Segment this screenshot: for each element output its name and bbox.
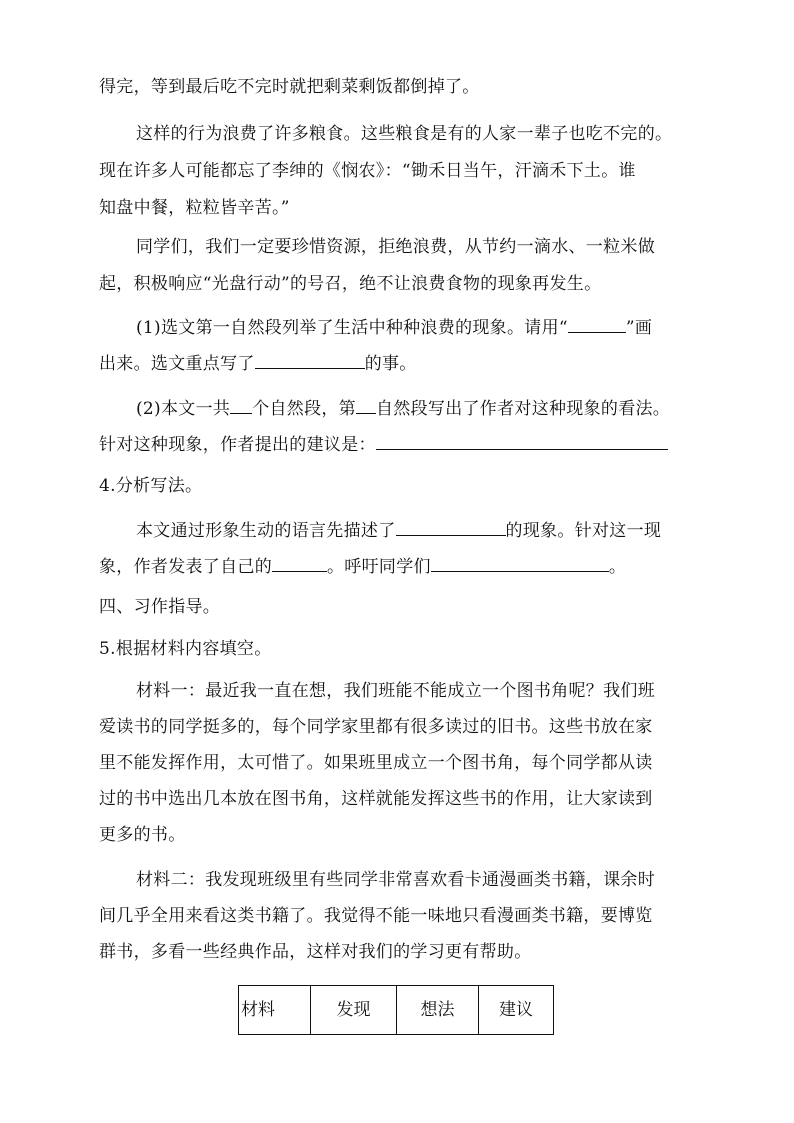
passage-line: 同学们，我们一定要珍惜资源，拒绝浪费，从节约一滴水、一粒米做 xyxy=(136,237,655,257)
material-2-line: 间几乎全用来看这类书籍了。我觉得不能一味地只看漫画类书籍，要博览 xyxy=(99,906,653,926)
question-4-line xyxy=(136,519,661,541)
material-1-line: 过的书中选出几本放在图书角，这样就能发挥这些书的作用，让大家读到 xyxy=(99,789,653,809)
table-header-cell xyxy=(397,986,479,1035)
answer-blank[interactable] xyxy=(356,397,376,414)
answer-blank[interactable] xyxy=(396,519,506,536)
table-header-label: 材料 xyxy=(241,1000,275,1020)
answer-blank[interactable] xyxy=(255,352,365,369)
question-1-text: 的事。 xyxy=(364,354,417,374)
table-header-cell xyxy=(479,986,554,1035)
passage-line: 起，积极响应“光盘行动”的号召，绝不让浪费食物的现象再发生。 xyxy=(99,274,602,294)
table-header-row xyxy=(239,986,554,1035)
material-1-line: 材料一：最近我一直在想，我们班能不能成立一个图书角呢？我们班 xyxy=(136,681,655,701)
passage-line: 知盘中餐，粒粒皆辛苦。” xyxy=(99,198,290,218)
question-4-title: 4.分析写法。 xyxy=(99,476,203,496)
question-2-text: 个自然段，第 xyxy=(252,399,356,419)
passage-line: 得完，等到最后吃不完时就把剩菜剩饭都倒掉了。 xyxy=(99,77,480,97)
question-4-text: 。呼吁同学们 xyxy=(327,557,431,577)
answer-table xyxy=(238,985,554,1035)
table-header-label: 建议 xyxy=(499,1000,533,1020)
question-1-text: 出来。选文重点写了 xyxy=(99,354,255,374)
material-1-line: 爱读书的同学挺多的，每个同学家里都有很多读过的旧书。这些书放在家 xyxy=(99,717,653,737)
question-1-text: (1)选文第一自然段列举了生活中种种浪费的现象。请用“ xyxy=(136,318,568,338)
table-header-label: 想法 xyxy=(420,1000,455,1020)
answer-blank[interactable] xyxy=(272,555,327,572)
question-2-text: 自然段写出了作者对这种现象的看法。 xyxy=(376,399,671,419)
table-header-cell xyxy=(239,986,311,1035)
answer-blank[interactable] xyxy=(431,555,609,572)
question-4-text: 象，作者发表了自己的 xyxy=(99,557,272,577)
question-4-text: 的现象。针对这一现 xyxy=(505,521,662,541)
passage-line: 现在许多人可能都忘了李绅的《悯农》：“锄禾日当午，汗滴禾下土。谁 xyxy=(99,161,636,181)
material-2-line: 材料二：我发现班级里有些同学非常喜欢看卡通漫画类书籍，课余时 xyxy=(136,870,655,890)
question-1-text: ”画 xyxy=(625,318,653,338)
underline-symbol-blank[interactable] xyxy=(568,316,626,333)
question-1-line xyxy=(136,316,652,338)
question-2-line xyxy=(136,397,670,419)
question-4-text: 本文通过形象生动的语言先描述了 xyxy=(136,521,396,541)
section-title: 四、习作指导。 xyxy=(99,597,221,617)
question-4-line xyxy=(99,555,626,577)
table-header-label: 发现 xyxy=(336,1000,371,1020)
material-1-line: 里不能发挥作用，太可惜了。如果班里成立一个图书角，每个同学都从读 xyxy=(99,753,653,773)
material-2-line: 群书，多看一些经典作品，这样对我们的学习更有帮助。 xyxy=(99,942,532,962)
answer-blank[interactable] xyxy=(376,433,668,450)
table-header-cell xyxy=(311,986,397,1035)
material-1-line: 更多的书。 xyxy=(99,825,186,845)
question-4-text: 。 xyxy=(608,557,627,577)
answer-blank[interactable] xyxy=(230,397,252,414)
question-5-title: 5.根据材料内容填空。 xyxy=(99,639,272,659)
question-1-line xyxy=(99,352,417,374)
passage-line: 这样的行为浪费了许多粮食。这些粮食是有的人家一辈子也吃不完的。 xyxy=(136,124,673,144)
question-2-text: 针对这种现象，作者提出的建议是： xyxy=(99,435,376,455)
question-2-text: (2)本文一共 xyxy=(136,399,231,419)
question-2-line xyxy=(99,433,668,455)
